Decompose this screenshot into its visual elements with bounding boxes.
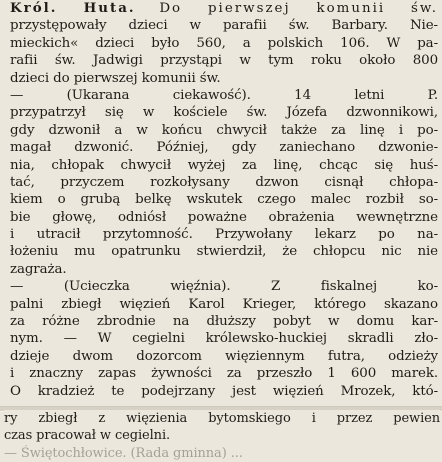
article-line: nia, chłopak chwycił wyżej za linę, chcąc się huś- xyxy=(10,157,438,173)
article-line: dzieje dwom dozorcom więziennym futra, odzieży xyxy=(10,348,438,364)
article-line: magał dzwonić. Później, gdy zaniechano dzwonie- xyxy=(10,140,438,156)
article-line: dzieci do pierwszej komunii św. xyxy=(10,70,221,86)
article-line-rest: Do pierwszej komunii św. xyxy=(159,1,438,16)
dateline: Król. Huta. xyxy=(10,0,136,16)
article-line: kiem o grubą belkę wskutek czego malec rozbił so- xyxy=(10,192,438,208)
article-line: — (Ukarana ciekawość). 14 letni P. xyxy=(10,87,438,103)
article-line: łożeniu mu opatrunku stwierdził, że chłopcu nic nie xyxy=(10,244,438,260)
article-column xyxy=(10,0,438,400)
clipping-line: ry zbiegł z więzienia bytomskiego i przez pewien xyxy=(4,411,440,426)
article-line: rafii św. Jadwigi przystąpi w tym roku około 800 xyxy=(10,53,438,69)
article-line xyxy=(10,0,438,17)
article-line: i znaczny zapas żywności za przeszło 1 600 marek. xyxy=(10,366,438,382)
article-line: — (Ucieczka więźnia). Z fiskalnej ko- xyxy=(10,279,438,295)
article-line: i utracił przytomność. Przywołany lekarz po na- xyxy=(10,227,438,243)
article-line: przypatrzył się w kościele św. Józefa dzwonnikowi, xyxy=(10,105,438,121)
article-line: gdy dzwonił a w końcu chwycił także za linę i po- xyxy=(10,122,438,138)
article-line: O kradzież te podejrzany jest więzień Mrozek, któ- xyxy=(10,383,438,399)
article-line: mieckich« dzieci było 560, a polskich 106. W pa- xyxy=(10,35,438,51)
article-line: za różne zbrodnie na dłuższy pobyt w domu kar- xyxy=(10,314,438,330)
article-line: palni zbiegł więzień Karol Krieger, którego skazano xyxy=(10,296,438,312)
continuation-clipping xyxy=(4,410,440,462)
article-line: bie głowę, odniósł poważne obrażenia wewnętrzne xyxy=(10,209,438,225)
clipping-line: — Świętochłowice. (Rada gminna) ... xyxy=(4,445,243,461)
article-line: tać, przyczem rozkołysany dzwon cisnął chłopa- xyxy=(10,174,438,190)
article-line: zagraża. xyxy=(10,261,67,277)
article-line: przystępowały dzieci w parafii św. Barbary. Nie- xyxy=(10,18,438,34)
clipping-line: czas pracował w cegielni. xyxy=(4,428,171,444)
article-line: nym. — W cegielni królewsko-huckiej skradli zło- xyxy=(10,331,438,347)
